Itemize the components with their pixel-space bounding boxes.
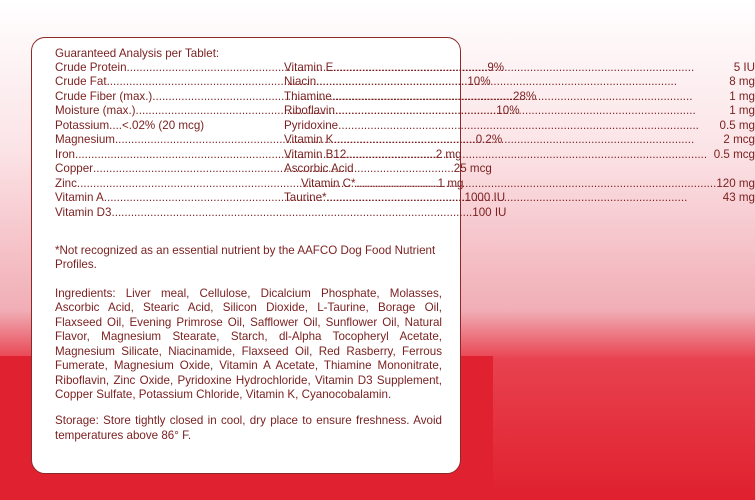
analysis-row: Vitamin A ..... 1000 IU bbox=[55, 191, 272, 205]
analysis-row: Crude Protein ..... 9% bbox=[55, 61, 272, 75]
analysis-row: Potassium....<.02% (20 mcg) bbox=[55, 118, 205, 132]
analysis-row: Vitamin D3 ..... 100 IU bbox=[55, 206, 272, 220]
analysis-row: Zinc ..... 1 mg bbox=[55, 177, 272, 191]
analysis-row: Copper ..... 25 mcg bbox=[55, 162, 272, 176]
analysis-row: Riboflavin ..... 1 mg bbox=[284, 104, 755, 118]
analysis-row: Niacin ..... 8 mg bbox=[284, 75, 755, 89]
analysis-row: Vitamin C* ..... 120 mg bbox=[284, 177, 755, 191]
analysis-row: Moisture (max.) ..... 10% bbox=[55, 104, 272, 118]
analysis-columns bbox=[55, 61, 755, 220]
analysis-row: Crude Fat ..... 10% bbox=[55, 75, 272, 89]
analysis-row: Pyridoxine ..... 0.5 mg bbox=[284, 119, 755, 133]
analysis-row: Vitamin B12 ..... 0.5 mcg bbox=[284, 148, 755, 162]
analysis-row: Vitamin E ..... 5 IU bbox=[284, 61, 755, 75]
analysis-heading: Guaranteed Analysis per Tablet: bbox=[55, 47, 220, 60]
analysis-row: Ascorbic Acid bbox=[284, 162, 354, 176]
analysis-row: Crude Fiber (max.) ..... 28% bbox=[55, 90, 272, 104]
analysis-row: Iron ..... 2 mg bbox=[55, 148, 272, 162]
analysis-row: Vitamin K ..... 2 mcg bbox=[284, 133, 755, 147]
analysis-row: Taurine* ..... 43 mg bbox=[284, 191, 755, 205]
analysis-row: Magnesium ..... 0.2% bbox=[55, 133, 272, 147]
nutrition-label-panel bbox=[31, 37, 755, 474]
analysis-row: Thiamine ..... 1 mg bbox=[284, 90, 755, 104]
storage-paragraph: Storage: Store tightly closed in cool, dry place to ensure freshness. Avoid temperatures above 86° F. bbox=[55, 414, 442, 442]
ingredients-paragraph: Ingredients: Liver meal, Cellulose, Dicalcium Phosphate, Molasses, Ascorbic Acid, Stearic Acid, Silicon Dioxide, L-Taurine, Borage Oil, Flaxseed Oil, Evening Primrose Oil, Safflower Oil, Sunflower Oil, Natural Flavor, Magnesium Stearate, Starch, dl-Alpha Tocopheryl Acetate, Magnesium Silicate, Niacinamide, Flaxseed Oil, Red Rasberry, Ferrous Fumerate, Magnesium Oxide, Vitamin A Acetate, Thiamine Mononitrate, Riboflavin, Zinc Oxide, Pyridoxine Hydrochloride, Vitamin D3 Supplement, Copper Sulfate, Potassium Chloride, Vitamin K, Cyanocobalamin. bbox=[55, 286, 442, 401]
aafco-footnote: *Not recognized as an essential nutrient by the AAFCO Dog Food Nutrient Profiles. bbox=[55, 243, 436, 272]
analysis-right-column bbox=[272, 61, 755, 220]
